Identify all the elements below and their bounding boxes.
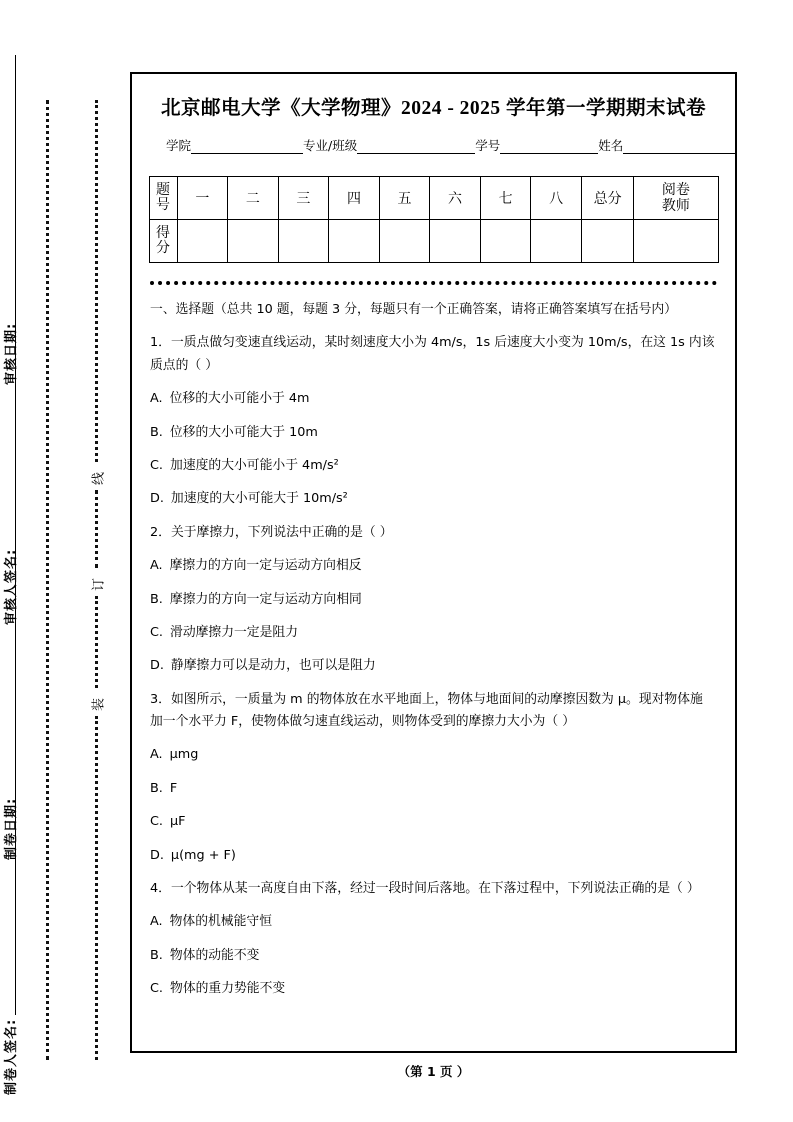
question-stem: 2．关于摩擦力，下列说法中正确的是（ ）	[150, 524, 393, 540]
question-stem: 1．一质点做匀变速直线运动，某时刻速度大小为 4m/s，1s 后速度大小变为 10m/s，在这 1s 内该质点的（ ）	[150, 335, 715, 373]
option-text: μ(mg + F)	[170, 847, 236, 863]
binding-sidebar	[0, 0, 120, 1122]
option-letter: D.	[150, 658, 164, 674]
option-text: 加速度的大小可能小于 4m/s²	[170, 457, 339, 473]
field-student-id	[475, 136, 598, 154]
field-college-blank[interactable]	[191, 140, 303, 154]
question-stem: 4．一个物体从某一高度自由下落，经过一段时间后落地。在下落过程中，下列说法正确的是（ ）	[150, 881, 700, 897]
field-major-class-label: 专业/班级	[303, 138, 358, 153]
col-header-1: 一	[177, 177, 228, 220]
field-name-blank[interactable]	[623, 140, 735, 154]
option-text: 位移的大小可能小于 4m	[169, 391, 310, 407]
col-header-8: 八	[531, 177, 582, 220]
field-college-label: 学院	[166, 138, 192, 153]
question-option	[150, 778, 715, 800]
sidebar-label-rule	[14, 295, 16, 545]
binding-dotted-line-segment	[95, 100, 98, 462]
option-letter: C.	[150, 814, 164, 830]
option-text: μF	[170, 814, 186, 830]
option-letter: A.	[150, 391, 163, 407]
option-text: 物体的动能不变	[169, 947, 260, 963]
field-name	[598, 136, 735, 154]
option-text: 静摩擦力可以是动力，也可以是阻力	[170, 658, 376, 674]
sidebar-label-text: 制卷日期:	[4, 797, 19, 860]
binding-mark-线: 线	[85, 468, 110, 490]
score-cell-8[interactable]	[531, 220, 582, 263]
question-option	[150, 388, 715, 410]
field-student-id-blank[interactable]	[500, 140, 598, 154]
score-cell-grader[interactable]	[634, 220, 718, 263]
option-letter: C.	[150, 624, 164, 640]
col-header-total: 总分	[581, 177, 633, 220]
col-header-4: 四	[329, 177, 380, 220]
score-cell-7[interactable]	[480, 220, 531, 263]
option-text: F	[169, 780, 178, 796]
binding-mark-订: 订	[85, 574, 110, 596]
question-option	[150, 845, 715, 867]
option-letter: D.	[150, 847, 164, 863]
option-letter: C.	[150, 457, 164, 473]
option-text: 摩擦力的方向一定与运动方向相反	[169, 558, 362, 574]
student-info-line	[148, 136, 719, 154]
option-letter: D.	[150, 491, 164, 507]
question-option	[150, 655, 715, 677]
table-row-question-numbers	[149, 177, 718, 220]
col-header-3: 三	[278, 177, 329, 220]
sidebar-label-text: 制卷人签名:	[4, 1018, 19, 1095]
question-option	[150, 555, 715, 577]
option-letter: A.	[150, 747, 163, 763]
binding-mark-装: 装	[85, 694, 110, 716]
col-header-5: 五	[379, 177, 430, 220]
exam-page-frame	[130, 72, 737, 1053]
field-name-label: 姓名	[598, 138, 624, 153]
binding-dotted-line	[46, 100, 49, 1060]
field-college	[166, 136, 303, 154]
question-option	[150, 622, 715, 644]
col-header-grader: 阅卷 教师	[634, 177, 718, 220]
score-cell-total[interactable]	[581, 220, 633, 263]
score-cell-6[interactable]	[430, 220, 481, 263]
score-cell-3[interactable]	[278, 220, 329, 263]
question-option	[150, 811, 715, 833]
field-major-class	[303, 136, 475, 154]
question-option	[150, 455, 715, 477]
question-option	[150, 589, 715, 611]
question-option	[150, 978, 715, 1000]
field-student-id-label: 学号	[475, 138, 501, 153]
binding-dotted-line-segment	[95, 596, 98, 688]
sidebar-label-rule	[14, 765, 16, 1015]
option-letter: A.	[150, 558, 163, 574]
question-option	[150, 744, 715, 766]
option-text: 摩擦力的方向一定与运动方向相同	[169, 591, 362, 607]
col-header-6: 六	[430, 177, 481, 220]
sidebar-label-rule	[14, 530, 16, 794]
option-letter: B.	[150, 591, 163, 607]
exam-body	[148, 299, 719, 1001]
field-major-class-blank[interactable]	[357, 140, 475, 154]
option-letter: C.	[150, 981, 164, 997]
option-text: 物体的重力势能不变	[170, 981, 286, 997]
row-header-score: 得 分	[149, 220, 177, 263]
dotted-separator	[150, 281, 717, 285]
option-letter: B.	[150, 424, 163, 440]
col-header-7: 七	[480, 177, 531, 220]
question-stem: 3．如图所示，一质量为 m 的物体放在水平地面上，物体与地面间的动摩擦因数为 μ。现对物体施加一个水平力 F，使物体做匀速直线运动，则物体受到的摩擦力大小为（ ）	[150, 691, 703, 730]
score-cell-1[interactable]	[177, 220, 228, 263]
option-text: 滑动摩擦力一定是阻力	[170, 624, 298, 640]
option-letter: B.	[150, 780, 163, 796]
question-option	[150, 911, 715, 933]
score-cell-5[interactable]	[379, 220, 430, 263]
binding-dotted-line-segment	[95, 716, 98, 1060]
page-indicator: （第 1 页 ）	[397, 1064, 470, 1079]
col-header-2: 二	[228, 177, 279, 220]
binding-dotted-line-segment	[95, 490, 98, 568]
question-option	[150, 488, 715, 510]
option-text: 物体的机械能守恒	[169, 914, 272, 930]
option-text: 加速度的大小可能大于 10m/s²	[170, 491, 348, 507]
option-letter: A.	[150, 914, 163, 930]
sidebar-label-text: 审核人签名:	[4, 548, 19, 625]
score-table	[149, 176, 719, 263]
row-header-question-number: 题 号	[149, 177, 177, 220]
option-text: μmg	[169, 747, 199, 763]
option-letter: B.	[150, 947, 163, 963]
question-option	[150, 422, 715, 444]
score-cell-2[interactable]	[228, 220, 279, 263]
table-row-scores	[149, 220, 718, 263]
question-option	[150, 945, 715, 967]
section-heading: 一、选择题（总共 10 题，每题 3 分，每题只有一个正确答案，请将正确答案填写在括号内）	[150, 302, 677, 317]
option-text: 位移的大小可能大于 10m	[169, 424, 318, 440]
sidebar-label-text: 审核日期:	[4, 322, 19, 385]
sidebar-label-rule	[14, 55, 16, 319]
sidebar-label-4	[0, 765, 19, 1095]
page-title: 北京邮电大学《大学物理》2024 - 2025 学年第一学期期末试卷	[160, 98, 707, 119]
score-cell-4[interactable]	[329, 220, 380, 263]
